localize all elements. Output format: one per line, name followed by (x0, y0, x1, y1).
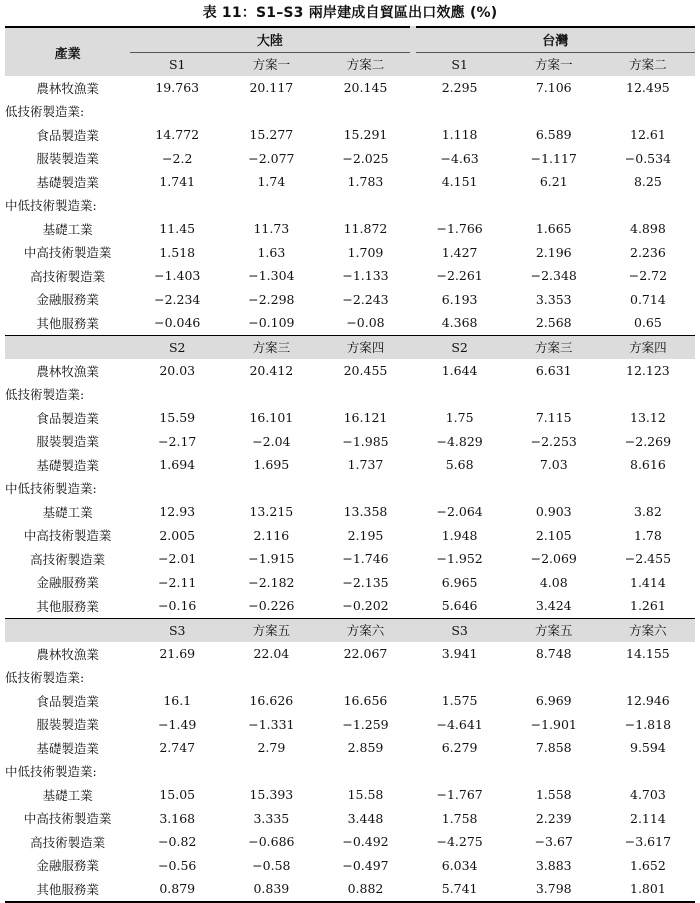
value-cell: −2.025 (342, 150, 389, 166)
value-cell: −0.046 (154, 315, 201, 331)
table-row (5, 642, 695, 666)
table-title: 表 11：S1–S3 兩岸建成自貿區出口效應 (%) (202, 5, 498, 21)
industry-column-header: 產業 (5, 27, 130, 76)
value-cell: 7.106 (535, 80, 572, 96)
value-cell: −2.077 (248, 150, 295, 166)
value-cell: 0.879 (130, 877, 224, 902)
industry-label: 其他服務業 (36, 315, 99, 331)
value-cell: 22.067 (343, 646, 388, 662)
value-cell: −3.617 (624, 834, 672, 850)
industry-label: 基礎製造業 (36, 740, 99, 756)
category-label: 低技術製造業: (5, 670, 85, 686)
table-row (5, 217, 695, 241)
value-cell: −0.534 (624, 150, 672, 166)
value-cell: 2.295 (441, 80, 478, 96)
category-row (5, 383, 695, 407)
value-cell: −2.455 (624, 551, 672, 567)
value-cell: 21.69 (159, 646, 196, 662)
value-cell: 1.75 (445, 410, 474, 426)
value-cell: 6.21 (539, 174, 568, 190)
industry-label: 基礎工業 (42, 504, 93, 520)
value-cell: 11.872 (343, 221, 388, 237)
value-cell: 13.12 (630, 410, 666, 426)
value-cell: 8.25 (633, 174, 662, 190)
value-cell: 15.291 (343, 127, 388, 143)
value-cell: 1.694 (159, 457, 196, 473)
value-cell: 6.589 (535, 127, 572, 143)
value-cell: −1.901 (530, 716, 577, 732)
value-cell: 14.155 (626, 646, 670, 662)
value-cell: 22.04 (253, 646, 290, 662)
value-cell: 1.783 (347, 174, 384, 190)
value-cell: −0.16 (158, 598, 197, 614)
industry-label: 其他服務業 (36, 598, 99, 614)
value-cell: 15.58 (347, 787, 384, 803)
scenario-column-header: 方案五 (507, 618, 601, 642)
table-row (5, 854, 695, 878)
value-cell: 5.741 (413, 877, 507, 902)
value-cell: 8.748 (535, 646, 572, 662)
value-cell: 6.193 (441, 291, 478, 307)
industry-label: 食品製造業 (36, 127, 99, 143)
value-cell: 1.737 (347, 457, 384, 473)
value-cell: −0.56 (158, 857, 197, 873)
scenario-header-blank (5, 618, 130, 642)
value-cell: 3.353 (535, 291, 572, 307)
industry-label: 基礎製造業 (36, 457, 99, 473)
value-cell: −0.58 (252, 857, 291, 873)
value-cell: −1.403 (154, 268, 201, 284)
table-row (5, 76, 695, 100)
value-cell: 2.236 (630, 244, 666, 260)
value-cell: 1.758 (441, 810, 478, 826)
industry-label: 農林牧漁業 (36, 646, 99, 662)
scenario-header-row (5, 335, 695, 359)
industry-label: 基礎工業 (42, 787, 93, 803)
scenario-column-header: 方案二 (318, 52, 412, 76)
value-cell: 4.898 (630, 221, 666, 237)
industry-label: 中高技術製造業 (23, 528, 112, 544)
value-cell: 3.798 (507, 877, 601, 902)
value-cell: −2.261 (436, 268, 483, 284)
value-cell: 16.121 (343, 410, 388, 426)
value-cell: 6.034 (441, 857, 478, 873)
table-row (5, 571, 695, 595)
value-cell: 2.859 (347, 740, 384, 756)
value-cell: 1.575 (441, 693, 478, 709)
industry-label: 金融服務業 (36, 575, 99, 591)
value-cell: −1.746 (342, 551, 389, 567)
value-cell: 14.772 (155, 127, 200, 143)
value-cell: −1.767 (436, 787, 483, 803)
value-cell: −4.275 (436, 834, 483, 850)
value-cell: 9.594 (630, 740, 666, 756)
table-row (5, 689, 695, 713)
value-cell: 16.1 (163, 693, 192, 709)
table-header (5, 27, 695, 76)
value-cell: 16.626 (249, 693, 294, 709)
value-cell: 7.115 (535, 410, 572, 426)
value-cell: −1.259 (342, 716, 389, 732)
value-cell: −2.2 (162, 150, 193, 166)
category-row (5, 477, 695, 501)
value-cell: 1.63 (257, 244, 286, 260)
value-cell: 1.261 (630, 598, 666, 614)
industry-label: 高技術製造業 (30, 268, 106, 284)
value-cell: 1.948 (441, 527, 478, 543)
table-row (5, 359, 695, 383)
table-row (5, 264, 695, 288)
value-cell: 7.858 (535, 740, 572, 756)
scenario-header-row (5, 618, 695, 642)
value-cell: 2.747 (159, 740, 196, 756)
value-cell: 12.495 (626, 80, 670, 96)
industry-label: 高技術製造業 (30, 834, 106, 850)
value-cell: 3.335 (253, 810, 290, 826)
value-cell: 1.709 (347, 244, 384, 260)
value-cell: −0.202 (342, 598, 389, 614)
table-body (5, 76, 695, 902)
value-cell: −1.117 (530, 150, 577, 166)
table-row (5, 406, 695, 430)
industry-label: 其他服務業 (5, 877, 130, 902)
value-cell: 11.73 (253, 221, 290, 237)
value-cell: 4.368 (441, 315, 478, 331)
value-cell: 0.714 (630, 291, 666, 307)
value-cell: 20.117 (249, 80, 294, 96)
table-row (5, 877, 695, 902)
value-cell: 6.969 (535, 693, 572, 709)
value-cell: 2.105 (535, 527, 572, 543)
value-cell: 1.78 (633, 527, 662, 543)
table-row (5, 241, 695, 265)
value-cell: 3.82 (633, 504, 662, 520)
value-cell: 2.239 (535, 810, 572, 826)
table-row (5, 713, 695, 737)
value-cell: 13.215 (249, 504, 294, 520)
scenario-column-header: 方案四 (601, 335, 695, 359)
table-row (5, 147, 695, 171)
value-cell: 2.79 (257, 740, 286, 756)
value-cell: 15.277 (249, 127, 294, 143)
value-cell: −2.253 (530, 433, 577, 449)
value-cell: −4.829 (436, 433, 483, 449)
scenario-column-header: S3 (130, 618, 224, 642)
value-cell: −0.497 (342, 857, 389, 873)
value-cell: 12.123 (626, 363, 670, 379)
value-cell: −0.82 (158, 834, 197, 850)
value-cell: −3.67 (534, 834, 573, 850)
industry-label: 服裝製造業 (36, 434, 99, 450)
value-cell: −2.269 (624, 433, 672, 449)
value-cell: 20.412 (249, 363, 294, 379)
table-row (5, 500, 695, 524)
value-cell: −1.49 (158, 716, 197, 732)
value-cell: 3.883 (535, 857, 572, 873)
industry-label: 農林牧漁業 (36, 80, 99, 96)
value-cell: −2.04 (252, 433, 291, 449)
value-cell: 20.145 (343, 80, 388, 96)
value-cell: 12.61 (630, 127, 666, 143)
value-cell: −1.331 (248, 716, 295, 732)
value-cell: 1.665 (535, 221, 572, 237)
value-cell: 2.195 (347, 527, 384, 543)
scenario-column-header: 方案五 (224, 618, 318, 642)
scenario-column-header: 方案二 (601, 52, 695, 76)
value-cell: 4.08 (539, 574, 568, 590)
scenario-column-header: S2 (130, 335, 224, 359)
value-cell: −1.133 (342, 268, 389, 284)
value-cell: −2.348 (530, 268, 577, 284)
value-cell: 16.656 (343, 693, 388, 709)
taiwan-header: 台灣 (413, 27, 695, 52)
value-cell: −4.641 (436, 716, 483, 732)
table-row (5, 123, 695, 147)
value-cell: 3.448 (347, 810, 384, 826)
value-cell: 3.424 (535, 598, 572, 614)
value-cell: −1.915 (248, 551, 295, 567)
industry-label: 基礎工業 (42, 221, 93, 237)
category-label: 中低技術製造業: (5, 764, 97, 780)
category-row (5, 100, 695, 124)
value-cell: −1.304 (248, 268, 295, 284)
value-cell: 2.196 (535, 244, 572, 260)
value-cell: 1.741 (159, 174, 196, 190)
scenario-column-header: 方案六 (601, 618, 695, 642)
mainland-header: 大陸 (130, 27, 412, 52)
value-cell: 7.03 (539, 457, 568, 473)
value-cell: 13.358 (343, 504, 388, 520)
value-cell: 15.59 (159, 410, 196, 426)
industry-label: 高技術製造業 (30, 551, 106, 567)
scenario-column-header: 方案三 (507, 335, 601, 359)
category-row (5, 194, 695, 218)
table-row (5, 736, 695, 760)
value-cell: 2.116 (253, 527, 290, 543)
value-cell: 0.903 (535, 504, 572, 520)
value-cell: 6.631 (535, 363, 572, 379)
table-row (5, 170, 695, 194)
value-cell: 5.68 (445, 457, 474, 473)
category-row (5, 760, 695, 784)
value-cell: 3.168 (159, 810, 196, 826)
scenario-column-header: S2 (413, 335, 507, 359)
value-cell: 1.695 (253, 457, 290, 473)
industry-label: 服裝製造業 (36, 717, 99, 733)
value-cell: 1.644 (441, 363, 478, 379)
value-cell: 1.558 (535, 787, 572, 803)
value-cell: 12.93 (159, 504, 196, 520)
scenario-header-blank (5, 335, 130, 359)
value-cell: 0.839 (224, 877, 318, 902)
value-cell: −1.766 (436, 221, 483, 237)
value-cell: −2.17 (158, 433, 197, 449)
value-cell: 1.652 (630, 857, 666, 873)
value-cell: −1.818 (624, 716, 672, 732)
value-cell: 5.646 (441, 598, 478, 614)
value-cell: 1.801 (601, 877, 695, 902)
value-cell: −0.686 (248, 834, 295, 850)
value-cell: 12.946 (626, 693, 670, 709)
category-label: 低技術製造業: (5, 104, 85, 120)
scenario-column-header: S3 (413, 618, 507, 642)
scenario-column-header: 方案一 (224, 52, 318, 76)
value-cell: −1.952 (436, 551, 483, 567)
value-cell: 20.455 (343, 363, 388, 379)
value-cell: −2.243 (342, 291, 389, 307)
export-effect-table (5, 26, 695, 903)
industry-label: 食品製造業 (36, 410, 99, 426)
scenario-column-header: 方案四 (318, 335, 412, 359)
scenario-column-header: S1 (130, 52, 224, 76)
value-cell: 15.05 (159, 787, 196, 803)
value-cell: −2.069 (530, 551, 577, 567)
value-cell: −2.298 (248, 291, 295, 307)
table-row (5, 288, 695, 312)
value-cell: 1.414 (630, 574, 666, 590)
value-cell: 1.427 (441, 244, 478, 260)
industry-label: 金融服務業 (36, 292, 99, 308)
value-cell: 2.568 (535, 315, 572, 331)
table-row (5, 430, 695, 454)
scenario-column-header: 方案六 (318, 618, 412, 642)
value-cell: −4.63 (440, 150, 479, 166)
value-cell: −2.11 (158, 574, 197, 590)
value-cell: 19.763 (155, 80, 200, 96)
table-row (5, 594, 695, 618)
scenario-column-header: 方案三 (224, 335, 318, 359)
value-cell: 4.151 (441, 174, 478, 190)
value-cell: 3.941 (441, 646, 478, 662)
industry-label: 食品製造業 (36, 693, 99, 709)
value-cell: −1.985 (342, 433, 389, 449)
industry-label: 中高技術製造業 (23, 245, 112, 261)
value-cell: −2.234 (154, 291, 201, 307)
value-cell: 8.616 (630, 457, 666, 473)
value-cell: −0.226 (248, 598, 295, 614)
value-cell: 0.882 (318, 877, 412, 902)
value-cell: 1.118 (441, 127, 478, 143)
value-cell: 2.114 (630, 810, 666, 826)
value-cell: −2.135 (342, 574, 389, 590)
industry-label: 服裝製造業 (36, 151, 99, 167)
industry-label: 基礎製造業 (36, 174, 99, 190)
category-label: 中低技術製造業: (5, 198, 97, 214)
value-cell: −2.064 (436, 504, 483, 520)
industry-label: 中高技術製造業 (23, 811, 112, 827)
category-row (5, 666, 695, 690)
table-row (5, 807, 695, 831)
value-cell: 6.965 (441, 574, 478, 590)
industry-label: 金融服務業 (36, 858, 99, 874)
value-cell: 0.65 (633, 315, 662, 331)
table-row (5, 524, 695, 548)
table-row (5, 830, 695, 854)
value-cell: 2.005 (159, 527, 196, 543)
value-cell: 4.703 (630, 787, 666, 803)
value-cell: −2.01 (158, 551, 197, 567)
table-row (5, 547, 695, 571)
value-cell: 20.03 (159, 363, 196, 379)
scenario-column-header: S1 (413, 52, 507, 76)
table-row (5, 453, 695, 477)
value-cell: 1.518 (159, 244, 196, 260)
value-cell: 1.74 (257, 174, 286, 190)
value-cell: 6.279 (441, 740, 478, 756)
value-cell: −2.72 (628, 268, 668, 284)
value-cell: 11.45 (159, 221, 196, 237)
value-cell: 16.101 (249, 410, 294, 426)
industry-label: 農林牧漁業 (36, 363, 99, 379)
table-row (5, 311, 695, 335)
value-cell: 15.393 (249, 787, 294, 803)
category-label: 中低技術製造業: (5, 481, 97, 497)
category-label: 低技術製造業: (5, 387, 85, 403)
value-cell: −0.109 (248, 315, 295, 331)
value-cell: −0.08 (346, 315, 385, 331)
scenario-column-header: 方案一 (507, 52, 601, 76)
value-cell: −2.182 (248, 574, 295, 590)
value-cell: −0.492 (342, 834, 389, 850)
table-row (5, 783, 695, 807)
